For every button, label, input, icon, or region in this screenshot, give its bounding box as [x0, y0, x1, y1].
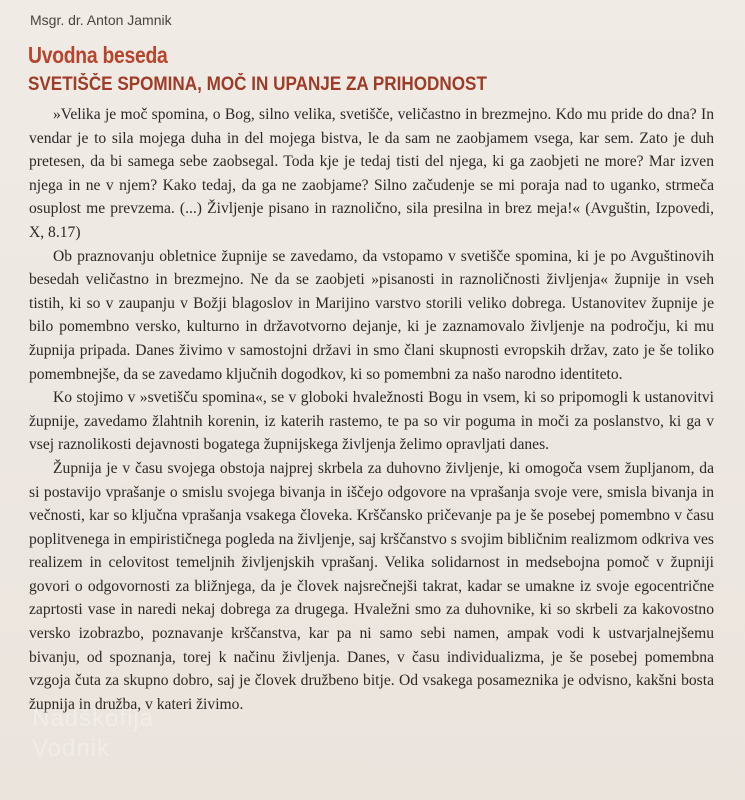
- paragraph: Ko stojimo v »svetišču spomina«, se v globoki hvaležnosti Bogu in vsem, ki so pripomogli k ustanovitvi župnije, zavedamo žlahtnih korenin, iz katerih rastemo, te pa so vir poguma in moči za poslanstvo, ki ga v vsej raznolikosti dejavnosti bogatega župnijskega življenja želimo opravljati danes.: [29, 389, 714, 454]
- watermark: [32, 704, 154, 764]
- author-name: Msgr. dr. Anton Jamnik: [30, 12, 172, 28]
- article-subtitle: SVETIŠČE SPOMINA, MOČ IN UPANJE ZA PRIHODNOST: [28, 74, 487, 95]
- article-body: [29, 103, 714, 716]
- watermark-line: Nadškofija: [32, 705, 155, 732]
- paragraph: Ob praznovanju obletnice župnije se zavedamo, da vstopamo v svetišče spomina, ki je po Avguštinovih besedah veličastno in brezmejno. Ne da se zaobjeti »pisanosti in raznoličnosti življenja« župnije in vseh tistih, ki so v zaupanju v Božji blagoslov in Marijino varstvo storili veliko dobrega. Ustanovitev župnije je bilo pomembno versko, kulturno in državotvorno dejanje, ki je zaznamovalo življenje na področju, ki mu župnija pripada. Danes živimo v samostojni državi in smo člani skupnosti evropskih držav, zato je še toliko pomembnejše, da se zavedamo ključnih dogodkov, ki so pomembni za našo narodno identiteto.: [29, 247, 714, 383]
- section-title: Uvodna beseda: [28, 42, 168, 68]
- paragraph-quote: »Velika je moč spomina, o Bog, silno velika, svetišče, veličastno in brezmejno. Kdo mu pride do dna? In vendar je to sila mojega duha in del mojega bistva, le da sam ne zaobjamem vsega, kar sem. Zato je duh pretesen, da bi samega sebe zaobsegal. Toda kje je tedaj tisti del njega, ki ga zaobjeti ne more? Mar izven njega in ne v njem? Kako tedaj, da ga ne zaobjame? Silno začudenje se mi poraja nad to uganko, strmeča osuplost me prevzema. (...) Življenje pisano in raznolično, sila presilna in brez meja!« (Avguštin, Izpovedi, X, 8.17): [29, 106, 714, 241]
- paragraph: Župnija je v času svojega obstoja najprej skrbela za duhovno življenje, ki omogoča vsem župljanom, da si postavijo vprašanje o smislu svojega bivanja in iščejo odgovore na vprašanja svoje vere, smisla bivanja in večnosti, kar so ključna vprašanja vsakega človeka. Krščansko pričevanje pa je še posebej pomembno v času poplitvenega in empirističnega pogleda na življenje, saj krščanstvo s svojim bibličnim realizmom odkriva ves realizem in celovitost temeljnih življenjskih vprašanj. Velika solidarnost in medsebojna pomoč v župniji govori o odgovornosti za bližnjega, da je človek najsrečnejši takrat, kadar se umakne iz svoje egocentrične zaprtosti vase in naredi nekaj dobrega za drugega. Hvaležni smo za duhovnike, ki so skrbeli za kakovostno versko izobrazbo, poznavanje krščanstva, kar pa ni samo sebi namen, ampak vodi k ustvarjalnejšemu bivanju, od spoznanja, torej k načinu življenja. Danes, v času individualizma, je še posebej pomembna vzgoja čuta za skupno dobro, saj je človek družbeno bitje. Od vsakega posameznika je odvisno, kakšni bosta župnija in družba, v kateri živimo.: [29, 459, 714, 713]
- watermark-line: Vodnik: [32, 735, 111, 762]
